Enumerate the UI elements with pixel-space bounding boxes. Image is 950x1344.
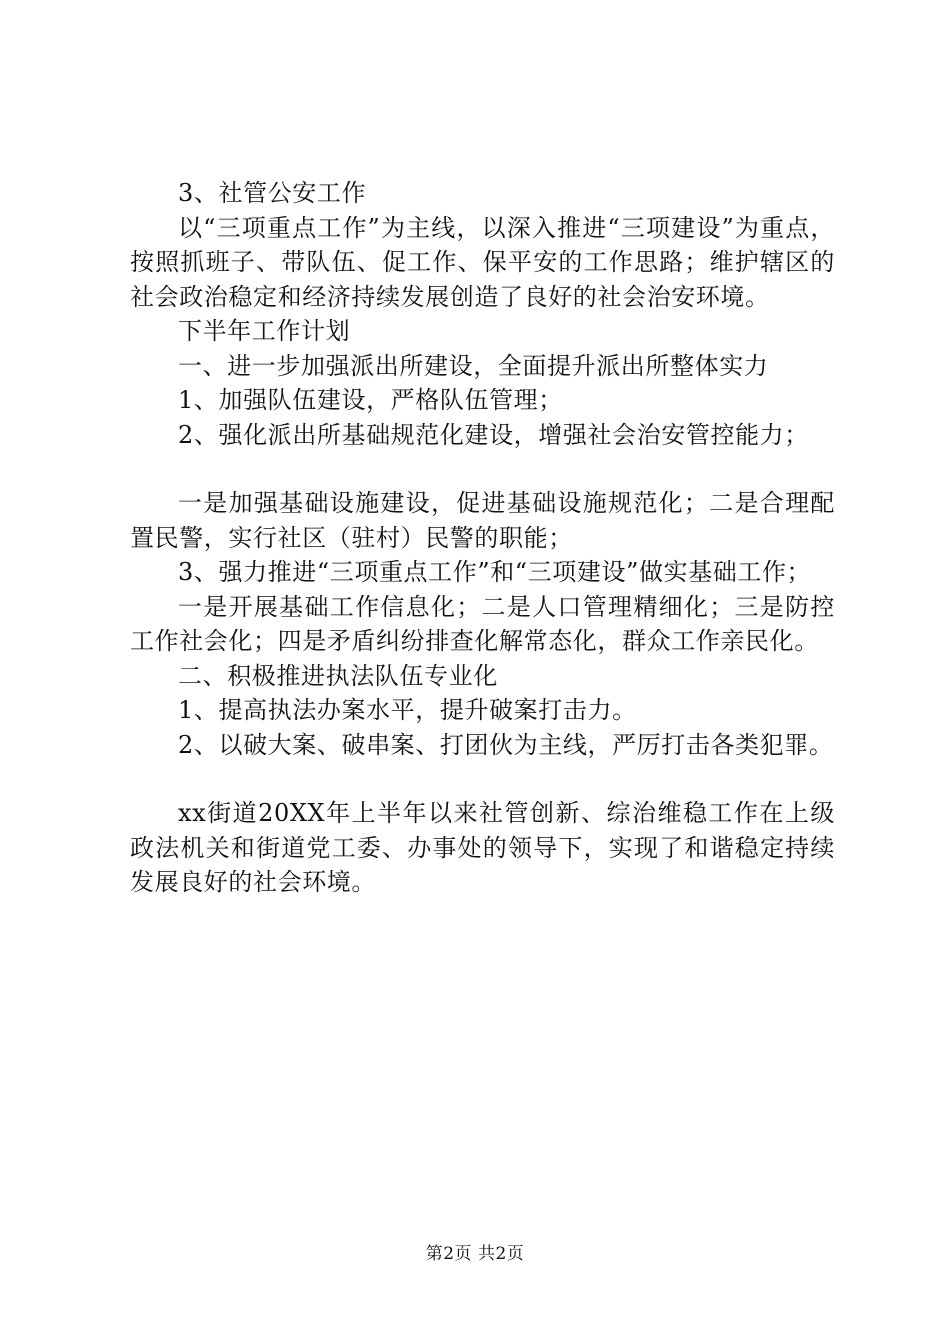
list-item: 1、提高执法办案水平，提升破案打击力。 xyxy=(178,696,637,724)
document-body xyxy=(130,176,835,900)
paragraph-gap xyxy=(130,762,835,796)
section-heading: 3、社管公安工作 xyxy=(178,179,367,207)
page-number: 第2页 xyxy=(425,1244,473,1264)
section-heading: 一、进一步加强派出所建设，全面提升派出所整体实力 xyxy=(178,351,769,380)
section-heading: 二、积极推进执法队伍专业化 xyxy=(178,661,498,690)
section-heading: 下半年工作计划 xyxy=(178,317,351,345)
list-item: 2、强化派出所基础规范化建设，增强社会治安管控能力； xyxy=(178,420,809,449)
page-total: 共2页 xyxy=(477,1244,525,1264)
paragraph-gap xyxy=(130,452,835,486)
body-paragraph: 以“三项重点工作”为主线，以深入推进“三项建设”为重点，按照抓班子、带队伍、促工作、保平安的工作思路；维护辖区的社会政治稳定和经济持续发展创造了良好的社会治安环境。 xyxy=(130,213,835,311)
summary-paragraph: xx街道20XX年上半年以来社管创新、综治维稳工作在上级政法机关和街道党工委、办事处的领导下，实现了和谐稳定持续发展良好的社会环境。 xyxy=(130,799,835,896)
list-item: 3、强力推进“三项重点工作”和“三项建设”做实基础工作； xyxy=(178,558,812,586)
body-paragraph: 一是加强基础设施建设，促进基础设施规范化；二是合理配置民警，实行社区（驻村）民警的职能； xyxy=(130,489,835,552)
list-item: 1、加强队伍建设，严格队伍管理； xyxy=(178,386,563,414)
page-footer xyxy=(0,1243,950,1265)
body-paragraph: 一是开展基础工作信息化；二是人口管理精细化；三是防控工作社会化；四是矛盾纠纷排查化解常态化，群众工作亲民化。 xyxy=(130,592,835,655)
list-item: 2、以破大案、破串案、打团伙为主线，严厉打击各类犯罪。 xyxy=(178,730,834,759)
